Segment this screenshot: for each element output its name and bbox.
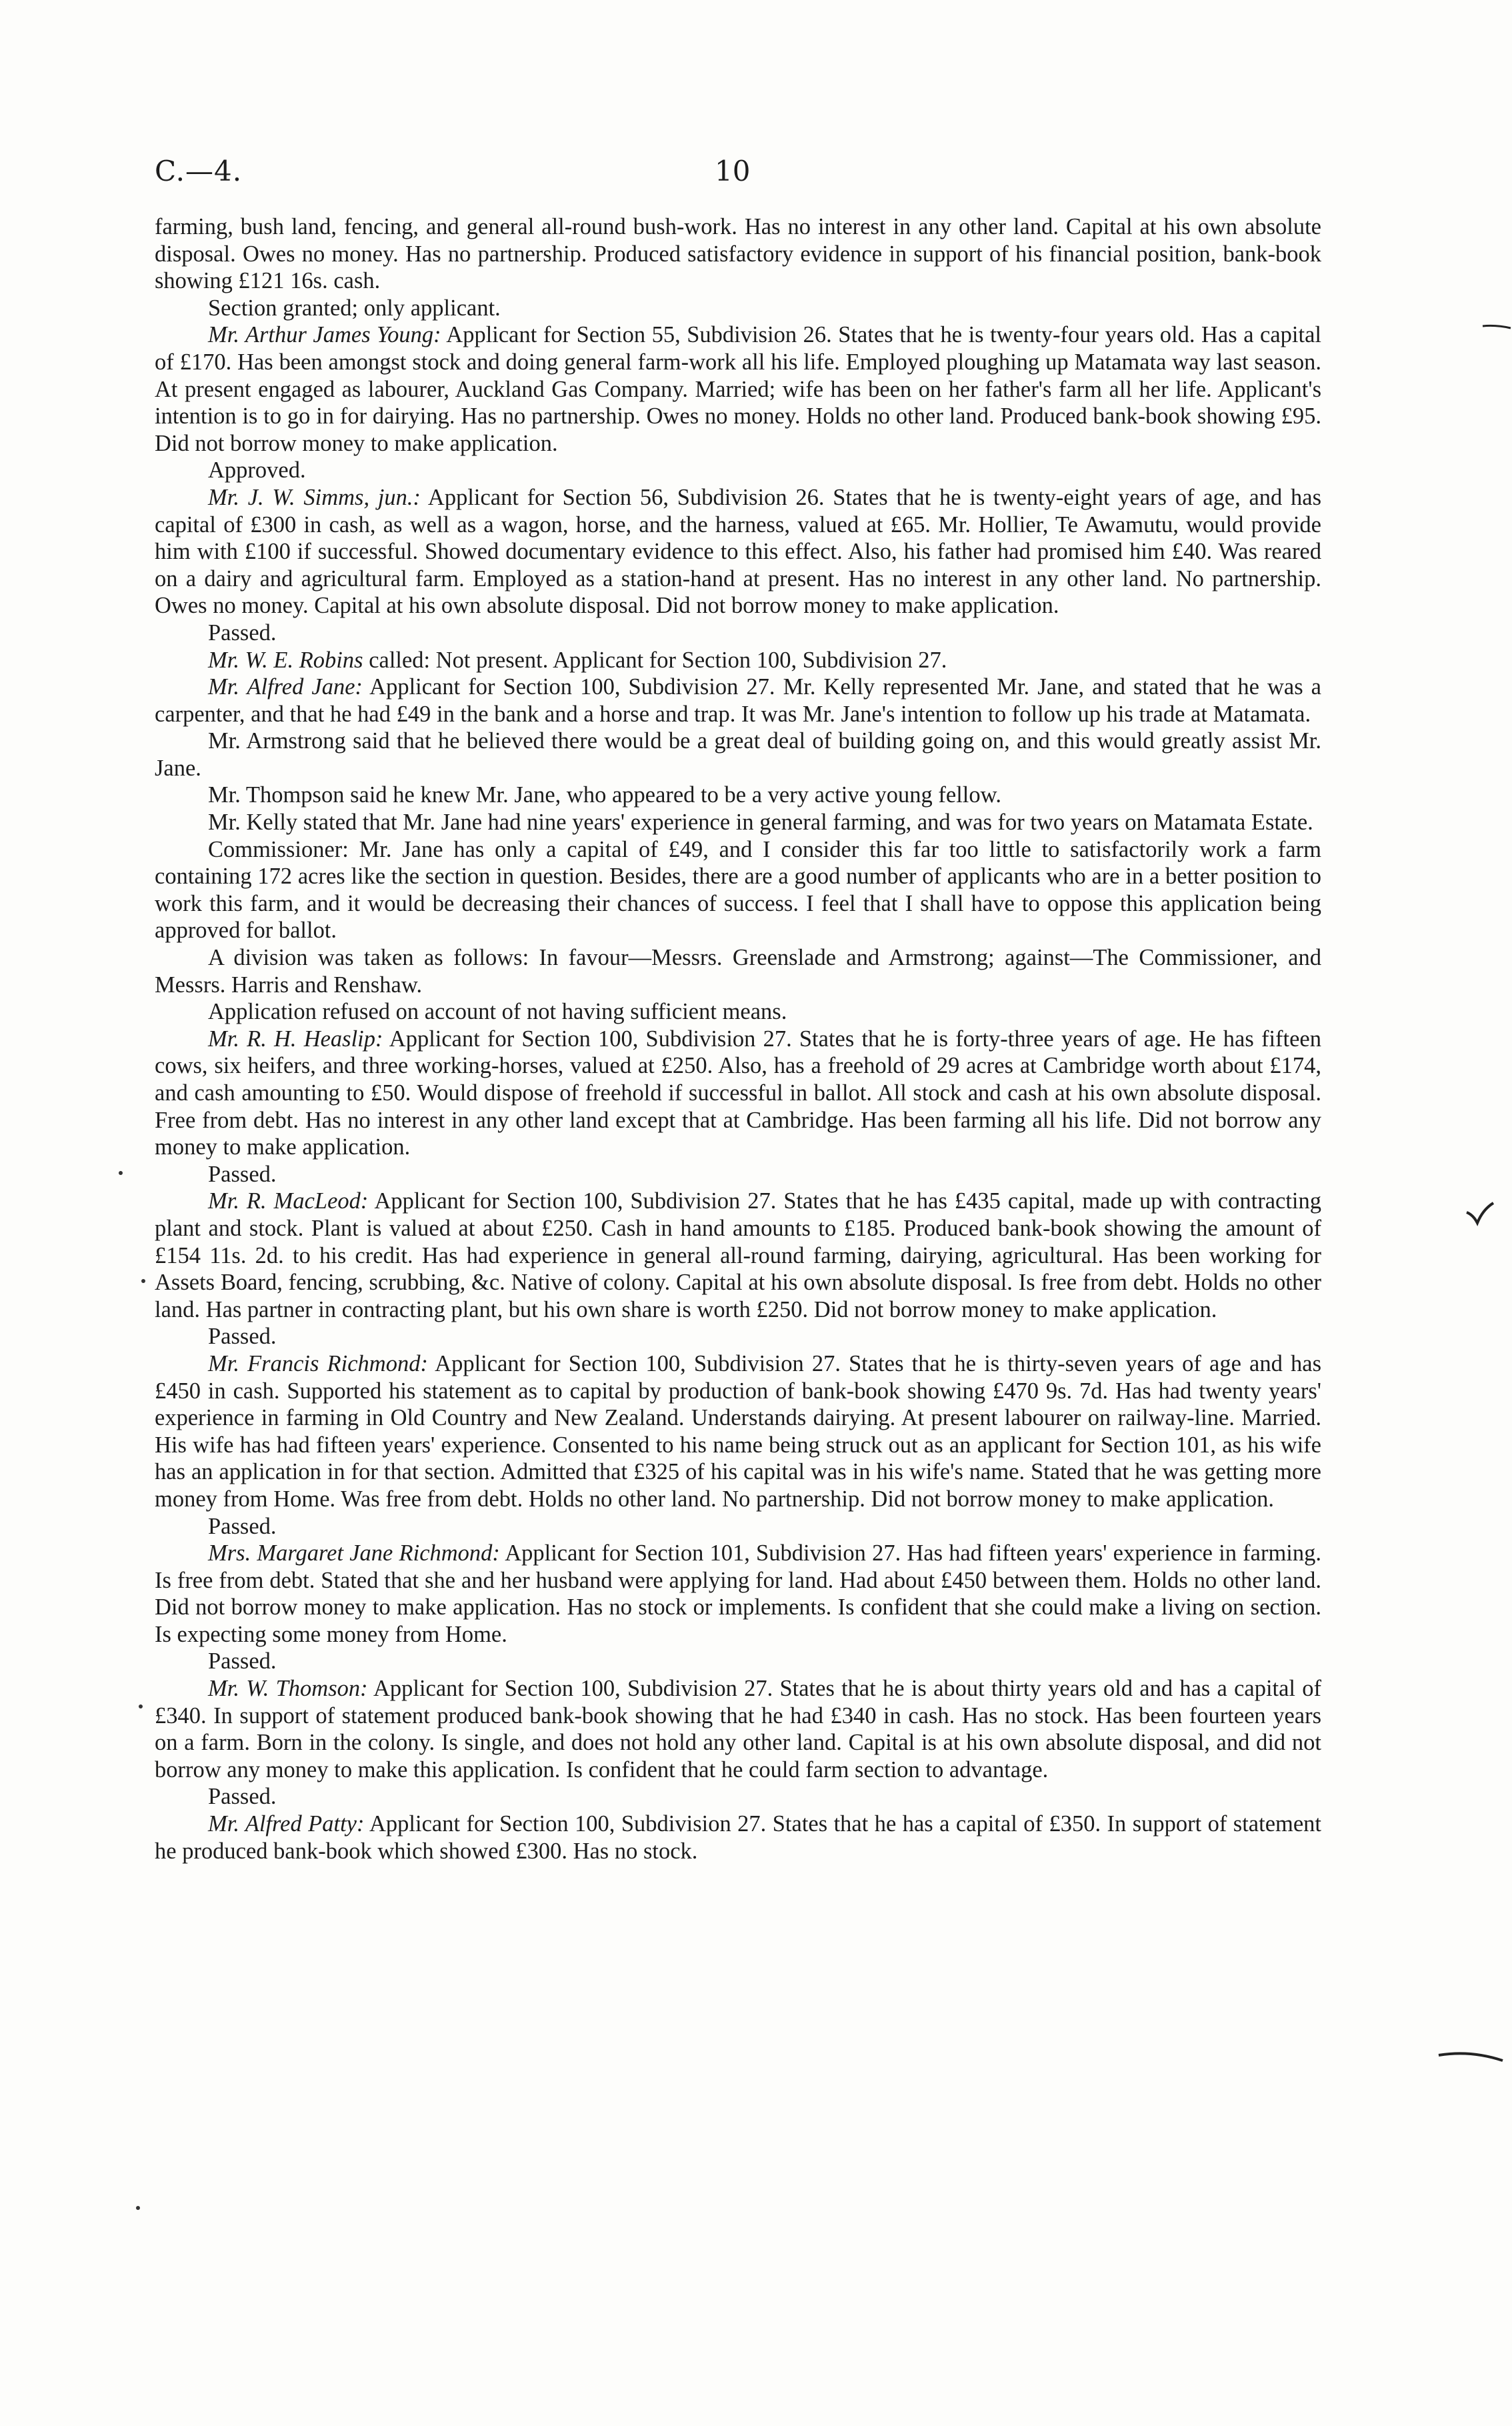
paragraph-text: Applicant for Section 100, Subdivision 27. States that he is forty-three years of age. He has fifteen cows, six heifers, and three working-horses, valued at £250. Also, has a freehold of 29 acres at Cambridge worth about £174, and cash amounting to £50. Would dispose of freehold if successful in ballot. All stock and cash at his own absolute disposal. Free from debt. Has no interest in any other land except that at Cambridge. Has been farming all his life. Did not borrow any money to make application. — [155, 1026, 1321, 1160]
margin-dash-mark — [1481, 323, 1512, 331]
paragraph-text: Applicant for Section 100, Subdivision 27. States that he is thirty-seven years of age and has £450 in cash. Supported his statement as to capital by production of bank-book showing £470 9s. 7d. Has had twenty years' experience in farming in Old Country and New Zealand. Understands dairying. At present labourer on railway-line. Married. His wife has had fifteen years' experience. Consented to his name being struck out as an applicant for Section 101, as his wife has an application in for that section. Admitted that £325 of his capital was in his wife's name. Stated that he was getting more money from Home. Was free from debt. Holds no other land. No partnership. Did not borrow money to make application. — [155, 1350, 1321, 1512]
margin-tick-mark — [1464, 1200, 1496, 1232]
page-header — [155, 155, 1328, 195]
paragraph — [155, 836, 1321, 944]
paragraph — [155, 944, 1321, 998]
paragraph — [155, 484, 1321, 620]
paragraph-text: Applicant for Section 100, Subdivision 27. States that he has £435 capital, made up with contracting plant and stock. Plant is valued at about £250. Cash in hand amounts to £185. Produced bank-book showing the amount of £154 11s. 2d. to his credit. Has had experience in general all-round farming, dairying, agricultural. Has been working for Assets Board, fencing, scrubbing, &c. Native of colony. Capital at his own absolute disposal. Is free from debt. Holds no other land. Has partner in contracting plant, but his own share is worth £250. Did not borrow money to make application. — [155, 1188, 1321, 1322]
applicant-name: Mrs. Margaret Jane Richmond: — [208, 1540, 500, 1566]
paragraph — [155, 1323, 1321, 1350]
paragraph-text: Applicant for Section 100, Subdivision 27. Mr. Kelly represented Mr. Jane, and stated that he was a carpenter, and that he had £49 in the bank and a horse and trap. It was Mr. Jane's intention to follow up his trade at Matamata. — [155, 674, 1321, 727]
page-number: 10 — [715, 155, 751, 187]
paragraph-text: Mr. Armstrong said that he believed there would be a great deal of building going on, and this would greatly assist Mr. Jane. — [155, 728, 1321, 781]
paragraph-text: Applicant for Section 55, Subdivision 26. States that he is twenty-four years old. Has a capital of £170. Has been amongst stock and doing general farm-work all his life. Employed ploughing up Matamata way last season. At present engaged as labourer, Auckland Gas Company. Married; wife has been on her father's farm all her life. Applicant's intention is to go in for dairying. Has no partnership. Owes no money. Holds no other land. Produced bank-book showing £95. Did not borrow money to make application. — [155, 322, 1321, 456]
paragraph-text: Commissioner: Mr. Jane has only a capital of £49, and I consider this far too little to satisfactorily work a farm containing 172 acres like the section in question. Besides, there are a good number of applicants who are in a better position to work this farm, and it would be decreasing their chances of success. I feel that I shall have to oppose this application being approved for ballot. — [155, 836, 1321, 944]
paragraph-text: Passed. — [208, 1784, 277, 1810]
paragraph — [155, 1350, 1321, 1513]
paragraph-text: Passed. — [208, 1324, 277, 1350]
paragraph — [155, 1026, 1321, 1161]
paragraph — [155, 1810, 1321, 1865]
paragraph — [155, 1540, 1321, 1648]
applicant-name: Mr. R. H. Heaslip: — [208, 1026, 383, 1052]
paragraph-text: Approved. — [208, 457, 306, 483]
applicant-name: Mr. R. MacLeod: — [208, 1188, 369, 1214]
paragraph-text: Passed. — [208, 1161, 277, 1187]
applicant-name: Mr. W. E. Robins — [208, 647, 363, 673]
paragraph-text: Applicant for Section 100, Subdivision 27. States that he has a capital of £350. In support of statement he produced bank-book which showed £300. Has no stock. — [155, 1811, 1322, 1864]
margin-dot-mark — [117, 1170, 124, 1176]
paragraph-text: Applicant for Section 100, Subdivision 27. States that he is about thirty years old and has a capital of £340. In support of statement produced bank-book showing that he had £340 in cash. Has no stock. Has been fourteen years on a farm. Born in the colony. Is single, and does not hold any other land. Capital is at his own absolute disposal, and did not borrow any money to make this application. Is confident that he could farm section to advantage. — [155, 1676, 1321, 1782]
applicant-name: Mr. W. Thomson: — [208, 1676, 368, 1702]
paragraph — [155, 295, 1321, 322]
applicant-name: Mr. Francis Richmond: — [208, 1350, 428, 1376]
paragraph — [155, 1648, 1321, 1675]
paragraph — [155, 213, 1321, 295]
paragraph — [155, 1188, 1321, 1323]
paragraph — [155, 998, 1321, 1026]
paragraph — [155, 620, 1321, 647]
paragraph — [155, 1513, 1321, 1540]
applicant-name: Mr. Arthur James Young: — [208, 322, 441, 348]
paragraph — [155, 1161, 1321, 1188]
margin-dot-mark — [135, 2205, 141, 2211]
paragraph-text: Passed. — [208, 1513, 277, 1539]
paragraph — [155, 1675, 1321, 1783]
paragraph — [155, 321, 1321, 457]
paragraph — [155, 647, 1321, 674]
paragraph-text: A division was taken as follows: In favour—Messrs. Greenslade and Armstrong; against—The Commissioner, and Messrs. Harris and Renshaw. — [155, 945, 1321, 998]
paragraph-text: Section granted; only applicant. — [208, 295, 501, 321]
paragraph-text: Applicant for Section 56, Subdivision 26. States that he is twenty-eight years of age, and has capital of £300 in cash, as well as a wagon, horse, and the harness, valued at £65. Mr. Hollier, Te Awamutu, would provide him with £100 if successful. Showed documentary evidence to this effect. Also, his father had promised him £40. Was reared on a dairy and agricultural farm. Employed as a station-hand at present. Has no interest in any other land. No partnership. Owes no money. Capital at his own absolute disposal. Did not borrow money to make application. — [155, 484, 1322, 619]
margin-dot-mark — [140, 1278, 147, 1284]
body-text — [155, 213, 1321, 1865]
paragraph-text: Passed. — [208, 1648, 277, 1674]
paragraph-text: Passed. — [208, 620, 277, 646]
paragraph-text: Application refused on account of not having sufficient means. — [208, 999, 787, 1025]
applicant-name: Mr. Alfred Patty: — [208, 1811, 365, 1837]
paragraph-text: Applicant for Section 101, Subdivision 27. Has had fifteen years' experience in farming. Is free from debt. Stated that she and her husband were applying for land. Had about £450 between them. Holds no other land. Did not borrow money to make application. Has no stock or implements. Is confident that she could make a living on section. Is expecting some money from Home. — [155, 1540, 1321, 1647]
paragraph — [155, 457, 1321, 484]
paragraph-text: farming, bush land, fencing, and general all-round bush-work. Has no interest in any other land. Capital at his own absolute disposal. Owes no money. Has no partnership. Produced satisfactory evidence in support of his financial position, bank-book showing £121 16s. cash. — [155, 214, 1321, 294]
paragraph-text: called: Not present. Applicant for Section 100, Subdivision 27. — [363, 647, 947, 673]
margin-dash-mark-lower — [1437, 2049, 1504, 2063]
paragraph — [155, 1783, 1321, 1810]
paragraph — [155, 782, 1321, 809]
paragraph-text: Mr. Thompson said he knew Mr. Jane, who appeared to be a very active young fellow. — [208, 782, 1001, 808]
paragraph — [155, 674, 1321, 728]
paragraph-text: Mr. Kelly stated that Mr. Jane had nine years' experience in general farming, and was for two years on Matamata Estate. — [208, 810, 1313, 836]
applicant-name: Mr. Alfred Jane: — [208, 674, 363, 700]
applicant-name: Mr. J. W. Simms, jun.: — [208, 484, 421, 510]
paragraph — [155, 809, 1321, 836]
paragraph — [155, 728, 1321, 782]
document-reference: C.—4. — [155, 155, 243, 187]
margin-dot-mark — [137, 1703, 144, 1710]
